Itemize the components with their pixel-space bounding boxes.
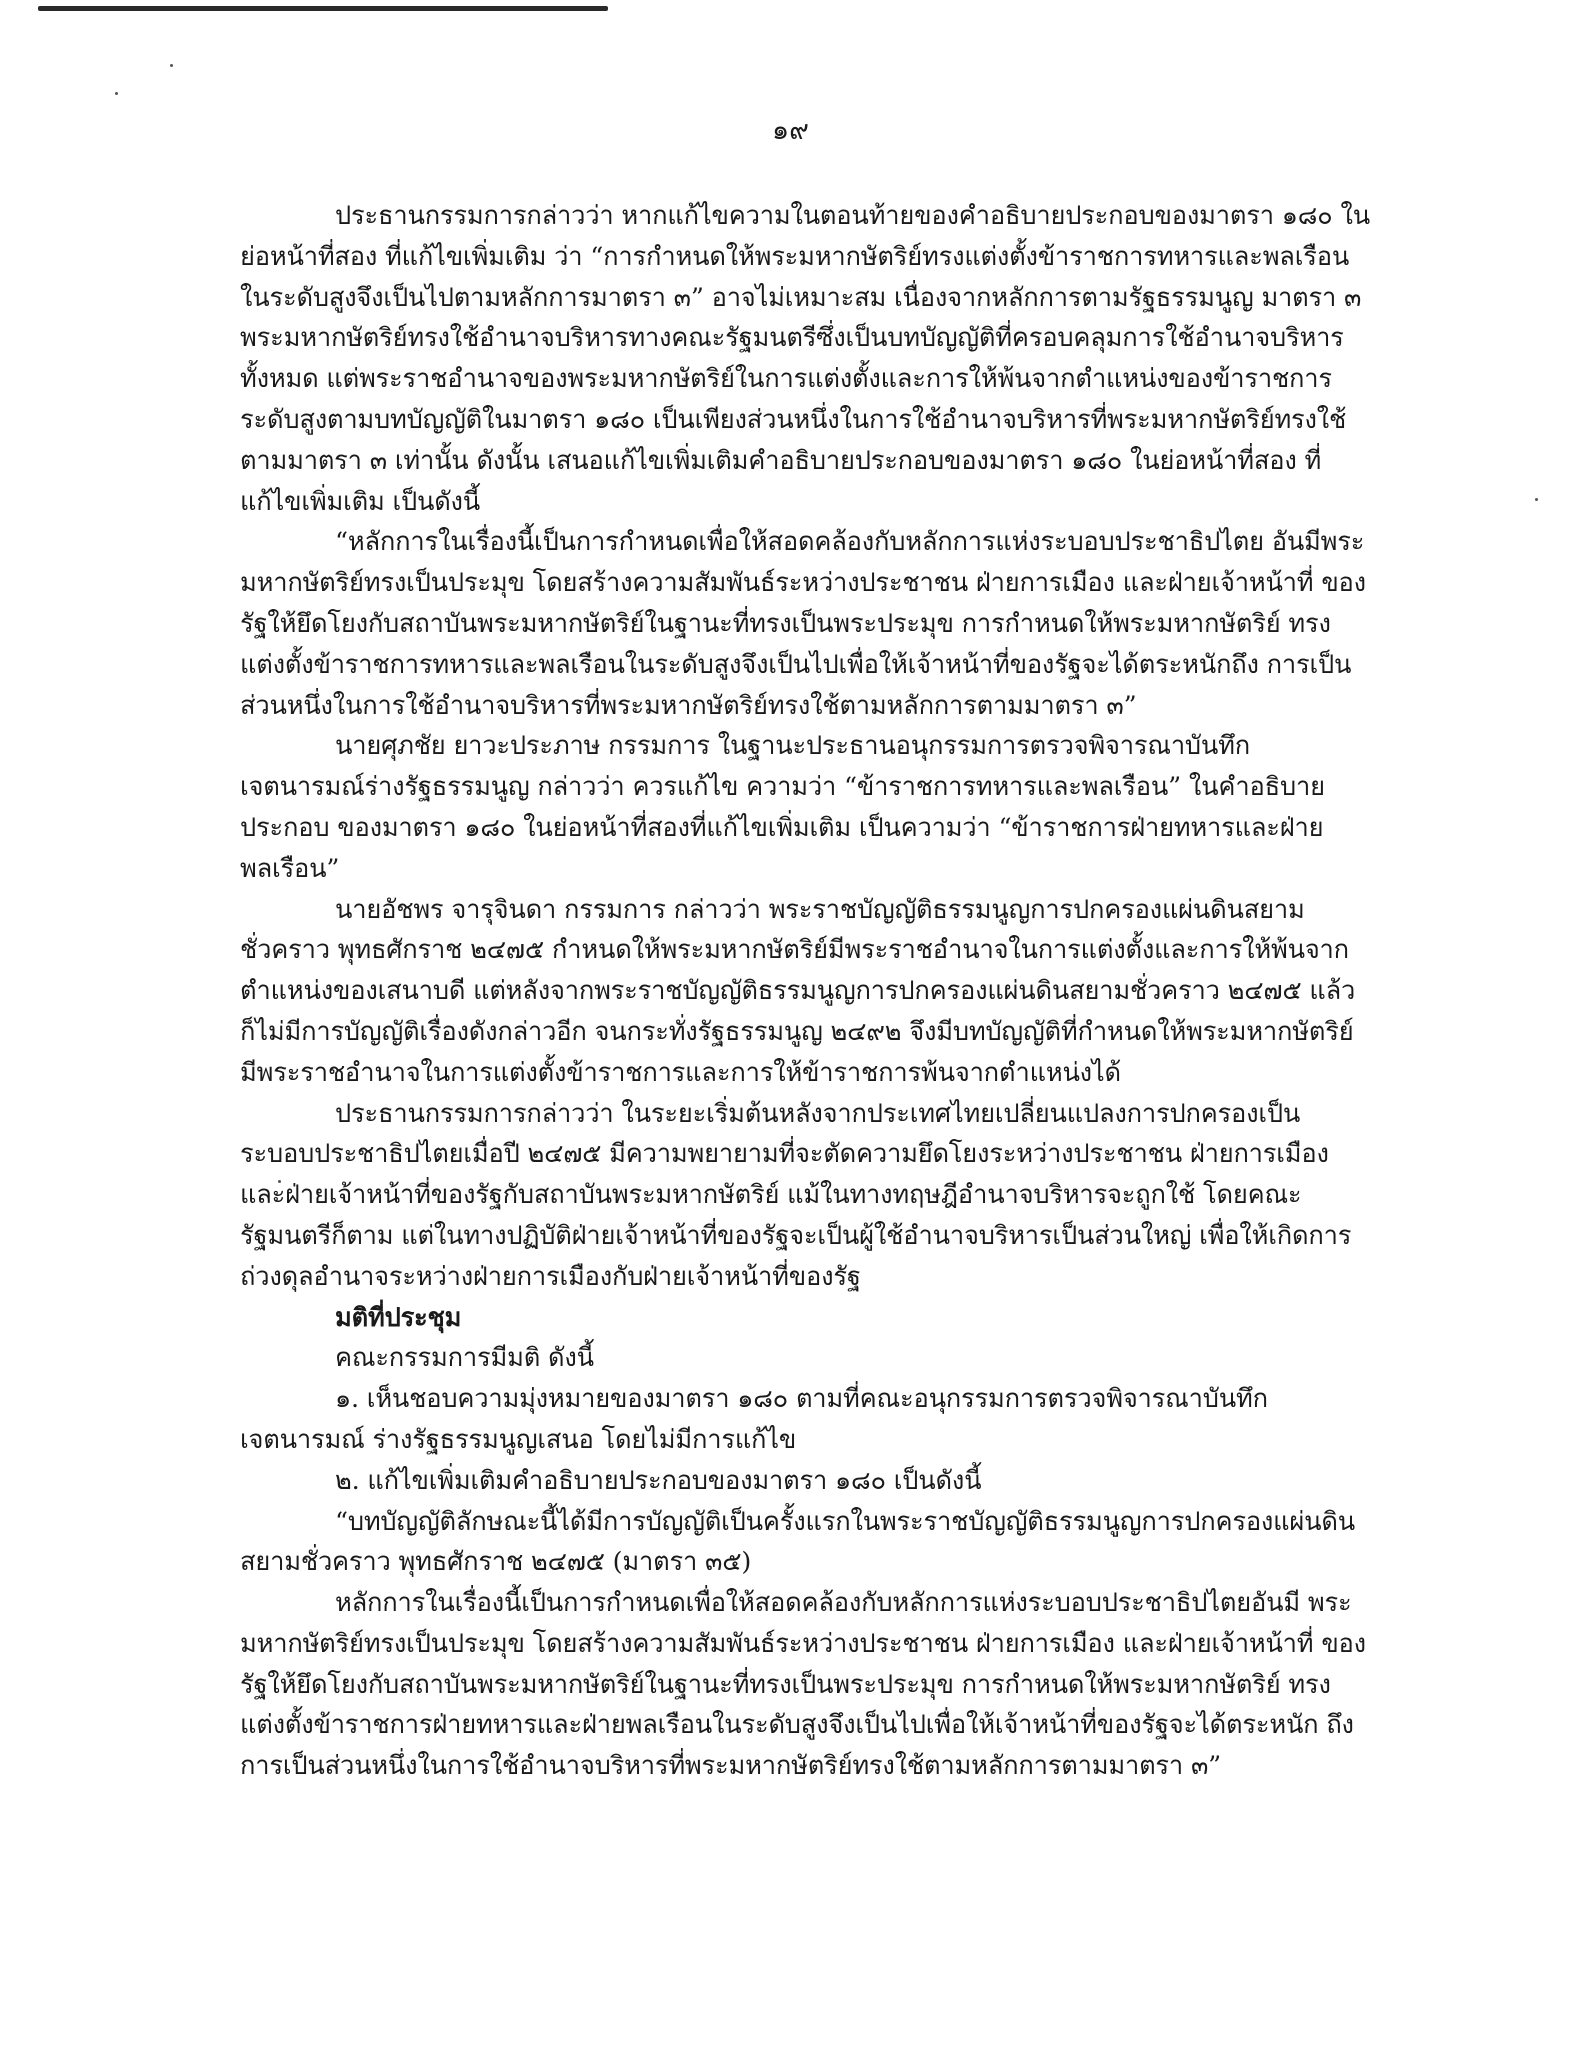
resolution-heading: มติที่ประชุม [335,1302,462,1333]
amended-explanation-2: หลักการในเรื่องนี้เป็นการกำหนดเพื่อให้สอดคล้องกับหลักการแห่งระบอบประชาธิปไตยอันมี พระมหากษัตริย์ทรงเป็นประมุข โดยสร้างความสัมพันธ์ระหว่างประชาชน ฝ่ายการเมือง และฝ่ายเจ้าหน้าที่ ของรัฐให้ยึดโยงกับสถาบันพระมหากษัตริย์ในฐานะที่ทรงเป็นพระประมุข การกำหนดให้พระมหากษัตริย์ ทรงแต่งตั้งข้าราชการฝ่ายทหารและฝ่ายพลเรือนในระดับสูงจึงเป็นไปเพื่อให้เจ้าหน้าที่ของรัฐจะได้ตระหนัก ถึงการเป็นส่วนหนึ่งในการใช้อำนาจบริหารที่พระมหากษัตริย์ทรงใช้ตามหลักการตามมาตรา ๓” [240,1588,1366,1782]
paragraph-proposed-text-1: “หลักการในเรื่องนี้เป็นการกำหนดเพื่อให้สอดคล้องกับหลักการแห่งระบอบประชาธิปไตย อันมีพระมหากษัตริย์ทรงเป็นประมุข โดยสร้างความสัมพันธ์ระหว่างประชาชน ฝ่ายการเมือง และฝ่ายเจ้าหน้าที่ ของรัฐให้ยึดโยงกับสถาบันพระมหากษัตริย์ในฐานะที่ทรงเป็นพระประมุข การกำหนดให้พระมหากษัตริย์ ทรงแต่งตั้งข้าราชการทหารและพลเรือนในระดับสูงจึงเป็นไปเพื่อให้เจ้าหน้าที่ของรัฐจะได้ตระหนักถึง การเป็นส่วนหนึ่งในการใช้อำนาจบริหารที่พระมหากษัตริย์ทรงใช้ตามหลักการตามมาตรา ๓” [240,527,1366,721]
paragraph-supachai-remark: นายศุภชัย ยาวะประภาษ กรรมการ ในฐานะประธานอนุกรรมการตรวจพิจารณาบันทึก เจตนารมณ์ร่างรัฐธรรมนูญ กล่าวว่า ควรแก้ไข ความว่า “ข้าราชการทหารและพลเรือน” ในคำอธิบายประกอบ ของมาตรา ๑๘๐ ในย่อหน้าที่สองที่แก้ไขเพิ่มเติม เป็นความว่า “ข้าราชการฝ่ายทหารและฝ่ายพลเรือน” [240,731,1325,884]
paragraph-chair-remark-1: ประธานกรรมการกล่าวว่า หากแก้ไขความในตอนท้ายของคำอธิบายประกอบของมาตรา ๑๘๐ ในย่อหน้าที่สอง ที่แก้ไขเพิ่มเติม ว่า “การกำหนดให้พระมหากษัตริย์ทรงแต่งตั้งข้าราชการทหารและพลเรือน ในระดับสูงจึงเป็นไปตามหลักการมาตรา ๓” อาจไม่เหมาะสม เนื่องจากหลักการตามรัฐธรรมนูญ มาตรา ๓ พระมหากษัตริย์ทรงใช้อำนาจบริหารทางคณะรัฐมนตรีซึ่งเป็นบทบัญญัติที่ครอบคลุมการใช้อำนาจบริหาร ทั้งหมด แต่พระราชอำนาจของพระมหากษัตริย์ในการแต่งตั้งและการให้พ้นจากตำแหน่งของข้าราชการ ระดับสูงตามบทบัญญัติในมาตรา ๑๘๐ เป็นเพียงส่วนหนึ่งในการใช้อำนาจบริหารที่พระมหากษัตริย์ทรงใช้ ตามมาตรา ๓ เท่านั้น ดังนั้น เสนอแก้ไขเพิ่มเติมคำอธิบายประกอบของมาตรา ๑๘๐ ในย่อหน้าที่สอง ที่แก้ไขเพิ่มเติม เป็นดังนี้ [240,201,1370,517]
resolution-intro: คณะกรรมการมีมติ ดังนี้ [335,1343,594,1374]
scan-speck [1535,498,1538,501]
scan-speck [170,64,173,67]
resolution-item-1: ๑. เห็นชอบความมุ่งหมายของมาตรา ๑๘๐ ตามที่คณะอนุกรรมการตรวจพิจารณาบันทึกเจตนารมณ์ ร่างรัฐธรรมนูญเสนอ โดยไม่มีการแก้ไข [240,1384,1268,1455]
resolution-item-2: ๒. แก้ไขเพิ่มเติมคำอธิบายประกอบของมาตรา ๑๘๐ เป็นดังนี้ [335,1465,982,1496]
page-number: ๑๙ [772,115,809,146]
amended-explanation-1: “บทบัญญัติลักษณะนี้ได้มีการบัญญัติเป็นครั้งแรกในพระราชบัญญัติธรรมนูญการปกครองแผ่นดิน สยามชั่วคราว พุทธศักราช ๒๔๗๕ (มาตรา ๓๕) [240,1506,1355,1578]
document-body [240,196,1372,1787]
top-border-rule [38,6,608,11]
scan-speck [115,92,118,95]
paragraph-atchaporn-remark: นายอัชพร จารุจินดา กรรมการ กล่าวว่า พระราชบัญญัติธรรมนูญการปกครองแผ่นดินสยาม ชั่วคราว พุทธศักราช ๒๔๗๕ กำหนดให้พระมหากษัตริย์มีพระราชอำนาจในการแต่งตั้งและการให้พ้นจาก ตำแหน่งของเสนาบดี แต่หลังจากพระราชบัญญัติธรรมนูญการปกครองแผ่นดินสยามชั่วคราว ๒๔๗๕ แล้ว ก็ไม่มีการบัญญัติเรื่องดังกล่าวอีก จนกระทั่งรัฐธรรมนูญ ๒๔๙๒ จึงมีบทบัญญัติที่กำหนดให้พระมหากษัตริย์ มีพระราชอำนาจในการแต่งตั้งข้าราชการและการให้ข้าราชการพ้นจากตำแหน่งได้ [240,894,1356,1088]
paragraph-chair-remark-2: ประธานกรรมการกล่าวว่า ในระยะเริ่มต้นหลังจากประเทศไทยเปลี่ยนแปลงการปกครองเป็น ระบอบประชาธิปไตยเมื่อปี ๒๔๗๕ มีความพยายามที่จะตัดความยึดโยงระหว่างประชาชน ฝ่ายการเมือง และฝ่ายเจ้าหน้าที่ของรัฐกับสถาบันพระมหากษัตริย์ แม้ในทางทฤษฎีอำนาจบริหารจะถูกใช้ โดยคณะรัฐมนตรีก็ตาม แต่ในทางปฏิบัติฝ่ายเจ้าหน้าที่ของรัฐจะเป็นผู้ใช้อำนาจบริหารเป็นส่วนใหญ่ เพื่อให้เกิดการถ่วงดุลอำนาจระหว่างฝ่ายการเมืองกับฝ่ายเจ้าหน้าที่ของรัฐ [240,1098,1352,1292]
